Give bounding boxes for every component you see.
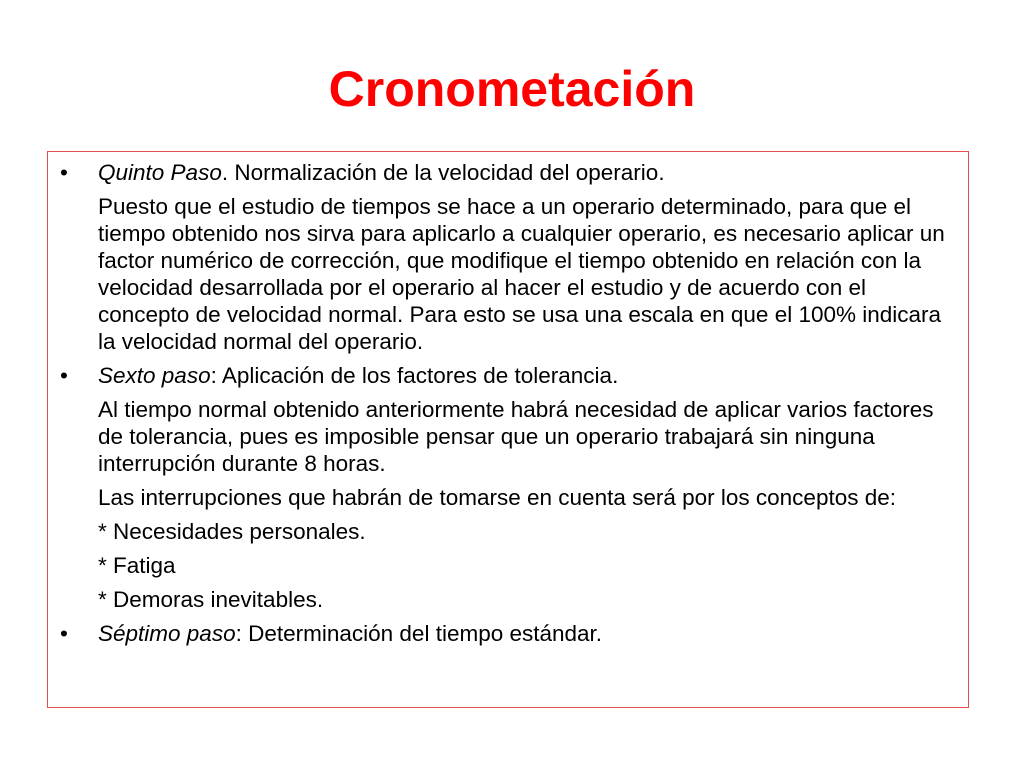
- septimo-paso-text: : Determinación del tiempo estándar.: [235, 621, 603, 646]
- sexto-paso-text: : Aplicación de los factores de tolerancia.: [210, 363, 619, 388]
- sexto-paso-body-2: Las interrupciones que habrán de tomarse en cuenta será por los conceptos de:: [98, 485, 897, 510]
- bullet-icon: •: [60, 621, 68, 646]
- bullet-quinto-paso: [60, 159, 956, 186]
- sexto-paso-label: Sexto paso: [98, 363, 211, 388]
- bullet-sexto-paso: [60, 362, 956, 389]
- septimo-paso-label: Séptimo paso: [98, 621, 236, 646]
- quinto-paso-body: Puesto que el estudio de tiempos se hace a un operario determinado, para que el tiempo obtenido nos sirva para aplicarlo a cualquier operario, es necesario aplicar un factor numérico de corrección, que modifique el tiempo obtenido en relación con la velocidad desarrollada por el operario al hacer el estudio y de acuerdo con el concepto de velocidad normal. Para esto se usa una escala en que el 100% indicara la velocidad normal del operario.: [98, 194, 945, 354]
- bullet-septimo-paso: [60, 620, 956, 647]
- bullet-icon: •: [60, 363, 68, 388]
- sexto-paso-body-1: Al tiempo normal obtenido anteriormente habrá necesidad de aplicar varios factores de tolerancia, pues es imposible pensar que un operario trabajará sin ninguna interrupción durante 8 horas.: [98, 397, 934, 476]
- quinto-paso-text: . Normalización de la velocidad del operario.: [221, 160, 665, 185]
- quinto-paso-label: Quinto Paso: [98, 160, 222, 185]
- bullet-icon: •: [60, 160, 68, 185]
- list-item-demoras: * Demoras inevitables.: [98, 587, 324, 612]
- slide-title: Cronometación: [328, 61, 696, 117]
- content-box: [47, 151, 969, 708]
- list-item-fatiga: * Fatiga: [98, 553, 176, 578]
- list-item-necesidades: * Necesidades personales.: [98, 519, 366, 544]
